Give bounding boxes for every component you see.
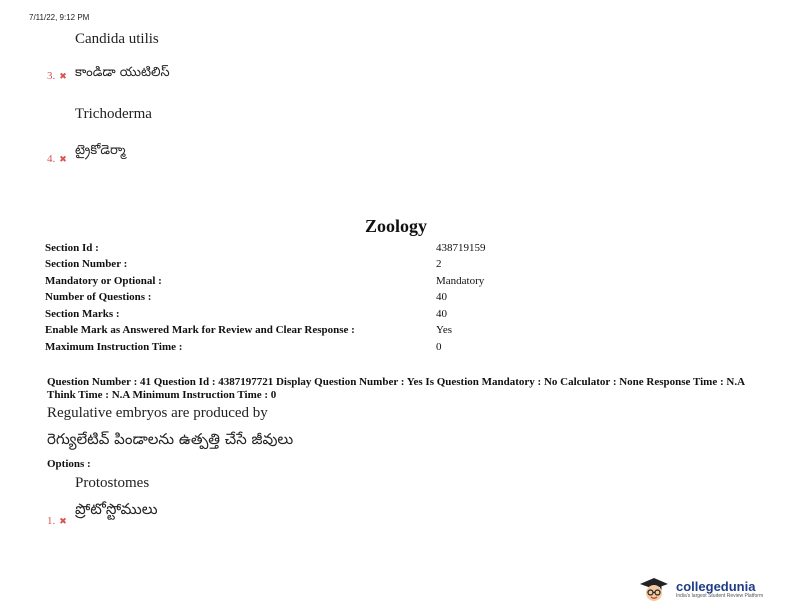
option-4-number: 4. bbox=[47, 153, 56, 165]
option-1-row bbox=[47, 511, 67, 529]
section-marks-value: 40 bbox=[436, 308, 447, 320]
section-number-value: 2 bbox=[436, 258, 442, 270]
max-instruction-time-label: Maximum Instruction Time : bbox=[45, 341, 183, 353]
option-1-telugu: ప్రోటోస్టోములు bbox=[75, 500, 158, 518]
option-1-number: 1. bbox=[47, 515, 56, 527]
options-label: Options : bbox=[47, 458, 91, 470]
option-3-english: Candida utilis bbox=[75, 31, 159, 47]
cross-icon: ✖ bbox=[59, 517, 67, 527]
max-instruction-time-value: 0 bbox=[436, 341, 442, 353]
print-timestamp: 7/11/22, 9:12 PM bbox=[29, 13, 90, 22]
option-4-telugu: ట్రైకోడెర్మా bbox=[75, 143, 126, 158]
section-title: Zoology bbox=[364, 216, 427, 236]
option-4-row bbox=[47, 149, 67, 167]
brand-name: collegedunia bbox=[676, 578, 756, 594]
brand-tagline: India's largest Student Review Platform bbox=[676, 592, 764, 599]
mascot-logo-icon bbox=[636, 576, 672, 602]
option-1-english: Protostomes bbox=[75, 475, 150, 491]
section-id-value: 438719159 bbox=[436, 242, 486, 254]
option-4-english: Trichoderma bbox=[75, 106, 152, 122]
option-3-row bbox=[47, 66, 67, 84]
number-of-questions-value: 40 bbox=[436, 291, 447, 303]
option-3-number: 3. bbox=[47, 70, 56, 82]
number-of-questions-label: Number of Questions : bbox=[45, 291, 152, 303]
collegedunia-brand bbox=[636, 576, 763, 602]
enable-mark-label: Enable Mark as Answered Mark for Review and Clear Response : bbox=[45, 324, 355, 336]
mandatory-optional-value: Mandatory bbox=[436, 275, 485, 287]
section-marks-label: Section Marks : bbox=[45, 308, 120, 320]
section-number-label: Section Number : bbox=[45, 258, 128, 270]
mandatory-optional-label: Mandatory or Optional : bbox=[45, 275, 162, 287]
option-3-telugu: కాండిడా యుటిలిస్ bbox=[75, 65, 170, 80]
question-text-telugu: రెగ్యులేటివ్ పిండాలను ఉత్పత్తి చేసే జీవులు bbox=[47, 430, 294, 448]
question-text-english: Regulative embryos are produced by bbox=[47, 405, 268, 421]
enable-mark-value: Yes bbox=[436, 324, 453, 336]
question-info: Question Number : 41 Question Id : 4387197721 Display Question Number : Yes Is Question Mandatory : No Calculator : None Response Time : N.A Think Time : N.A Minimum Instruction Time : 0 bbox=[47, 376, 745, 401]
cross-icon: ✖ bbox=[59, 72, 67, 82]
section-id-label: Section Id : bbox=[45, 242, 99, 254]
cross-icon: ✖ bbox=[59, 155, 67, 165]
